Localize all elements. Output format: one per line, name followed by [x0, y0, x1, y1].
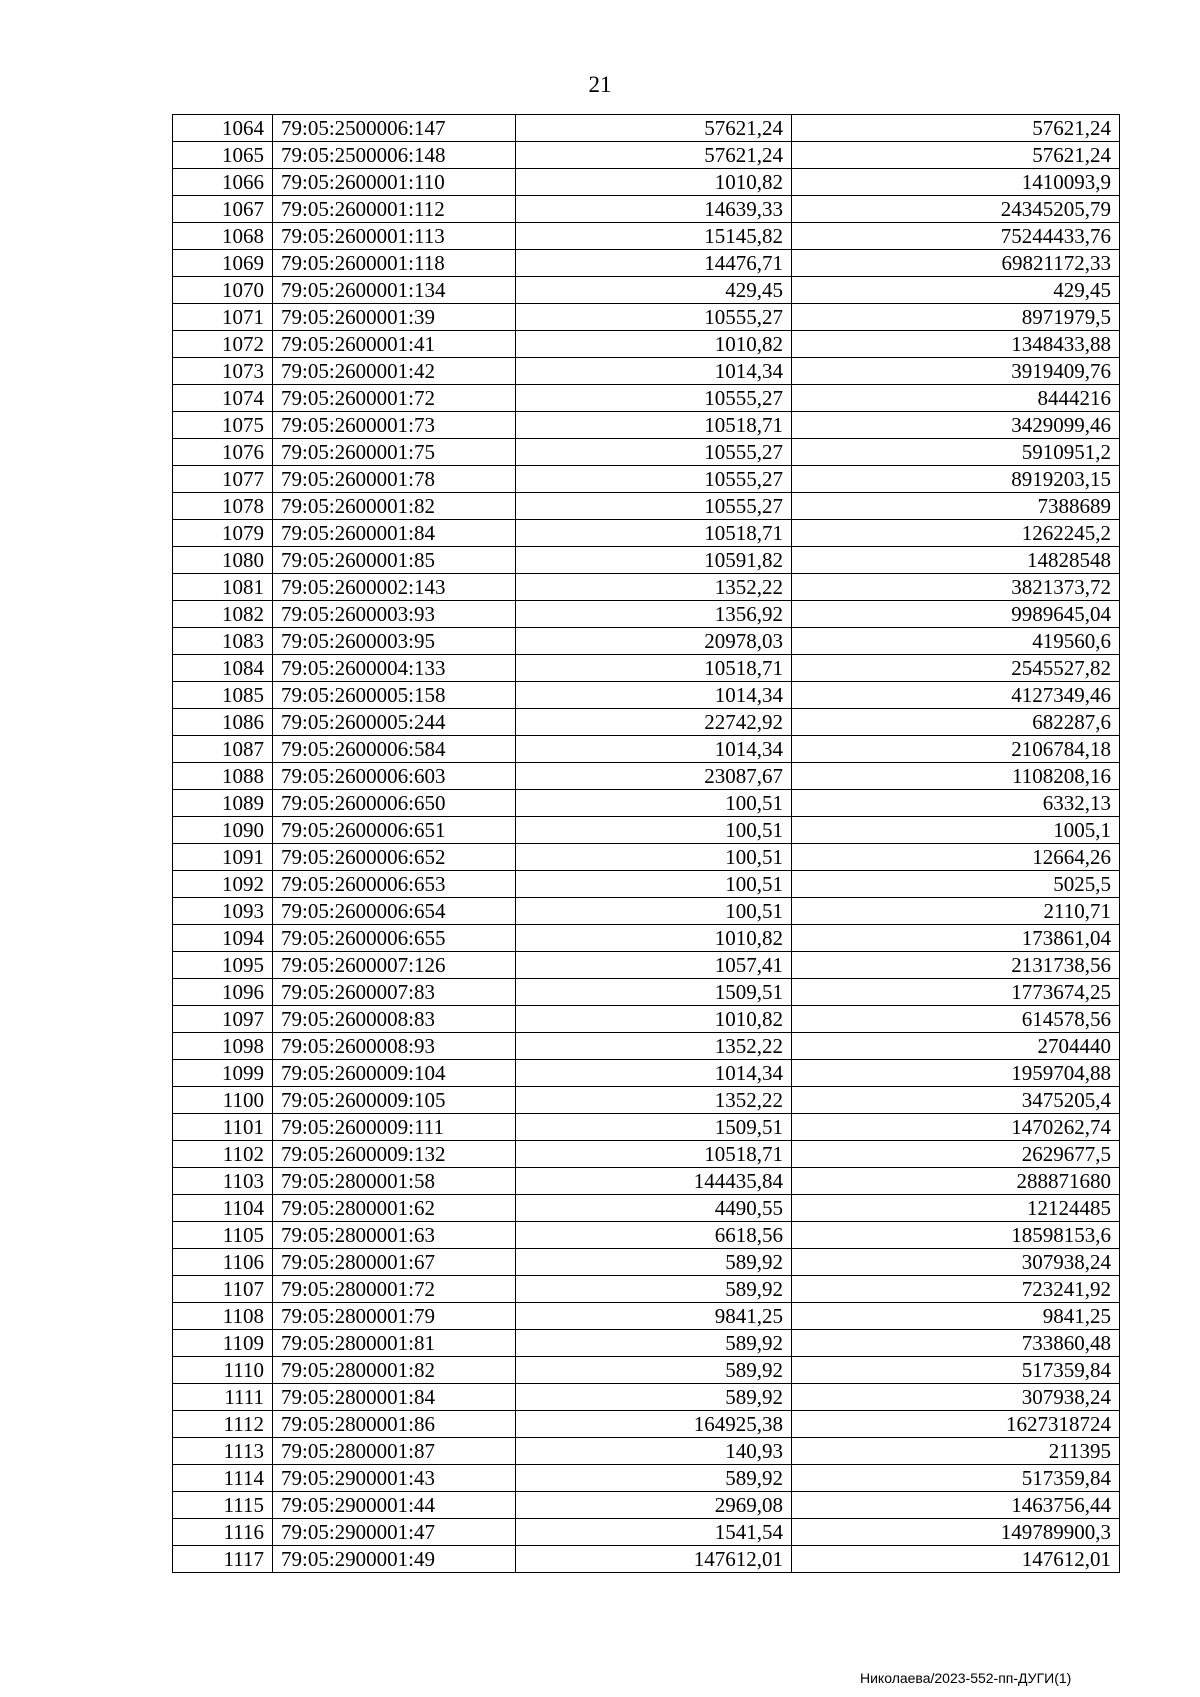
- cadastral-value-cell: 14828548: [792, 547, 1120, 574]
- specific-value-cell: 10518,71: [516, 412, 792, 439]
- cadastral-number-cell: 79:05:2800001:82: [273, 1357, 516, 1384]
- cadastral-value-cell: 57621,24: [792, 142, 1120, 169]
- specific-value-cell: 1014,34: [516, 1060, 792, 1087]
- cadastral-number-cell: 79:05:2600007:83: [273, 979, 516, 1006]
- table-body: [173, 115, 1120, 1573]
- table-row: [173, 1195, 1120, 1222]
- cadastral-value-cell: 1470262,74: [792, 1114, 1120, 1141]
- table-row: [173, 331, 1120, 358]
- table-row: [173, 493, 1120, 520]
- table-row: [173, 1276, 1120, 1303]
- specific-value-cell: 57621,24: [516, 115, 792, 142]
- table-row: [173, 223, 1120, 250]
- cadastral-value-cell: 12664,26: [792, 844, 1120, 871]
- cadastral-value-cell: 1627318724: [792, 1411, 1120, 1438]
- table-row: [173, 1222, 1120, 1249]
- row-number-cell: 1113: [173, 1438, 273, 1465]
- specific-value-cell: 589,92: [516, 1357, 792, 1384]
- cadastral-value-cell: 3475205,4: [792, 1087, 1120, 1114]
- table-row: [173, 547, 1120, 574]
- cadastral-value-cell: 307938,24: [792, 1249, 1120, 1276]
- row-number-cell: 1069: [173, 250, 273, 277]
- table-row: [173, 1330, 1120, 1357]
- row-number-cell: 1065: [173, 142, 273, 169]
- cadastral-value-cell: 288871680: [792, 1168, 1120, 1195]
- cadastral-value-cell: 3919409,76: [792, 358, 1120, 385]
- specific-value-cell: 1010,82: [516, 331, 792, 358]
- row-number-cell: 1068: [173, 223, 273, 250]
- cadastral-number-cell: 79:05:2600009:132: [273, 1141, 516, 1168]
- cadastral-number-cell: 79:05:2600002:143: [273, 574, 516, 601]
- cadastral-number-cell: 79:05:2600001:72: [273, 385, 516, 412]
- cadastral-number-cell: 79:05:2800001:67: [273, 1249, 516, 1276]
- row-number-cell: 1105: [173, 1222, 273, 1249]
- specific-value-cell: 100,51: [516, 898, 792, 925]
- table-row: [173, 1465, 1120, 1492]
- cadastral-value-cell: 1108208,16: [792, 763, 1120, 790]
- row-number-cell: 1106: [173, 1249, 273, 1276]
- cadastral-value-cell: 2704440: [792, 1033, 1120, 1060]
- specific-value-cell: 23087,67: [516, 763, 792, 790]
- cadastral-value-cell: 429,45: [792, 277, 1120, 304]
- row-number-cell: 1102: [173, 1141, 273, 1168]
- specific-value-cell: 10591,82: [516, 547, 792, 574]
- row-number-cell: 1087: [173, 736, 273, 763]
- row-number-cell: 1080: [173, 547, 273, 574]
- table-row: [173, 1141, 1120, 1168]
- cadastral-value-cell: 2106784,18: [792, 736, 1120, 763]
- row-number-cell: 1117: [173, 1546, 273, 1573]
- cadastral-value-cell: 7388689: [792, 493, 1120, 520]
- row-number-cell: 1112: [173, 1411, 273, 1438]
- cadastral-value-cell: 419560,6: [792, 628, 1120, 655]
- table-row: [173, 817, 1120, 844]
- cadastral-value-cell: 1262245,2: [792, 520, 1120, 547]
- row-number-cell: 1071: [173, 304, 273, 331]
- cadastral-value-cell: 3429099,46: [792, 412, 1120, 439]
- row-number-cell: 1101: [173, 1114, 273, 1141]
- table-row: [173, 898, 1120, 925]
- row-number-cell: 1100: [173, 1087, 273, 1114]
- cadastral-number-cell: 79:05:2600003:93: [273, 601, 516, 628]
- specific-value-cell: 1509,51: [516, 1114, 792, 1141]
- cadastral-number-cell: 79:05:2900001:49: [273, 1546, 516, 1573]
- cadastral-value-cell: 69821172,33: [792, 250, 1120, 277]
- cadastral-number-cell: 79:05:2600001:75: [273, 439, 516, 466]
- table-row: [173, 979, 1120, 1006]
- table-row: [173, 1033, 1120, 1060]
- cadastral-value-cell: 4127349,46: [792, 682, 1120, 709]
- cadastral-number-cell: 79:05:2500006:148: [273, 142, 516, 169]
- table-row: [173, 844, 1120, 871]
- cadastral-value-cell: 75244433,76: [792, 223, 1120, 250]
- cadastral-value-table: [172, 114, 1120, 1573]
- table-row: [173, 196, 1120, 223]
- row-number-cell: 1085: [173, 682, 273, 709]
- specific-value-cell: 14639,33: [516, 196, 792, 223]
- table-row: [173, 763, 1120, 790]
- cadastral-number-cell: 79:05:2800001:62: [273, 1195, 516, 1222]
- table-row: [173, 736, 1120, 763]
- specific-value-cell: 4490,55: [516, 1195, 792, 1222]
- specific-value-cell: 1010,82: [516, 925, 792, 952]
- row-number-cell: 1082: [173, 601, 273, 628]
- table-row: [173, 1249, 1120, 1276]
- cadastral-number-cell: 79:05:2900001:47: [273, 1519, 516, 1546]
- specific-value-cell: 1541,54: [516, 1519, 792, 1546]
- cadastral-number-cell: 79:05:2600006:655: [273, 925, 516, 952]
- cadastral-value-cell: 1959704,88: [792, 1060, 1120, 1087]
- table-row: [173, 439, 1120, 466]
- specific-value-cell: 100,51: [516, 844, 792, 871]
- row-number-cell: 1097: [173, 1006, 273, 1033]
- row-number-cell: 1115: [173, 1492, 273, 1519]
- cadastral-number-cell: 79:05:2600006:652: [273, 844, 516, 871]
- cadastral-number-cell: 79:05:2600009:105: [273, 1087, 516, 1114]
- specific-value-cell: 589,92: [516, 1465, 792, 1492]
- table-row: [173, 574, 1120, 601]
- table-row: [173, 1303, 1120, 1330]
- cadastral-value-cell: 8444216: [792, 385, 1120, 412]
- table-row: [173, 385, 1120, 412]
- table-row: [173, 790, 1120, 817]
- cadastral-value-cell: 8919203,15: [792, 466, 1120, 493]
- cadastral-number-cell: 79:05:2600001:113: [273, 223, 516, 250]
- table-row: [173, 925, 1120, 952]
- cadastral-number-cell: 79:05:2800001:72: [273, 1276, 516, 1303]
- row-number-cell: 1088: [173, 763, 273, 790]
- cadastral-number-cell: 79:05:2600001:118: [273, 250, 516, 277]
- cadastral-value-cell: 3821373,72: [792, 574, 1120, 601]
- table-row: [173, 1168, 1120, 1195]
- cadastral-number-cell: 79:05:2800001:58: [273, 1168, 516, 1195]
- row-number-cell: 1109: [173, 1330, 273, 1357]
- specific-value-cell: 1010,82: [516, 1006, 792, 1033]
- table-row: [173, 1492, 1120, 1519]
- table-row: [173, 412, 1120, 439]
- specific-value-cell: 10555,27: [516, 439, 792, 466]
- row-number-cell: 1081: [173, 574, 273, 601]
- row-number-cell: 1084: [173, 655, 273, 682]
- cadastral-value-cell: 2545527,82: [792, 655, 1120, 682]
- row-number-cell: 1094: [173, 925, 273, 952]
- cadastral-number-cell: 79:05:2600001:73: [273, 412, 516, 439]
- cadastral-value-cell: 18598153,6: [792, 1222, 1120, 1249]
- table-row: [173, 1060, 1120, 1087]
- cadastral-number-cell: 79:05:2600008:83: [273, 1006, 516, 1033]
- specific-value-cell: 1010,82: [516, 169, 792, 196]
- table-row: [173, 277, 1120, 304]
- specific-value-cell: 164925,38: [516, 1411, 792, 1438]
- specific-value-cell: 589,92: [516, 1249, 792, 1276]
- cadastral-number-cell: 79:05:2600003:95: [273, 628, 516, 655]
- specific-value-cell: 14476,71: [516, 250, 792, 277]
- specific-value-cell: 100,51: [516, 871, 792, 898]
- table-row: [173, 466, 1120, 493]
- table-row: [173, 115, 1120, 142]
- table-row: [173, 520, 1120, 547]
- table-row: [173, 871, 1120, 898]
- row-number-cell: 1111: [173, 1384, 273, 1411]
- cadastral-number-cell: 79:05:2600001:110: [273, 169, 516, 196]
- cadastral-number-cell: 79:05:2600001:84: [273, 520, 516, 547]
- cadastral-value-cell: 12124485: [792, 1195, 1120, 1222]
- cadastral-number-cell: 79:05:2500006:147: [273, 115, 516, 142]
- table-row: [173, 1384, 1120, 1411]
- cadastral-value-cell: 1348433,88: [792, 331, 1120, 358]
- cadastral-number-cell: 79:05:2600001:78: [273, 466, 516, 493]
- cadastral-value-cell: 9841,25: [792, 1303, 1120, 1330]
- row-number-cell: 1075: [173, 412, 273, 439]
- specific-value-cell: 10555,27: [516, 304, 792, 331]
- table-row: [173, 169, 1120, 196]
- specific-value-cell: 9841,25: [516, 1303, 792, 1330]
- cadastral-number-cell: 79:05:2600004:133: [273, 655, 516, 682]
- cadastral-number-cell: 79:05:2900001:44: [273, 1492, 516, 1519]
- cadastral-number-cell: 79:05:2600001:112: [273, 196, 516, 223]
- row-number-cell: 1072: [173, 331, 273, 358]
- specific-value-cell: 1352,22: [516, 574, 792, 601]
- table-row: [173, 358, 1120, 385]
- cadastral-value-cell: 1773674,25: [792, 979, 1120, 1006]
- cadastral-number-cell: 79:05:2600001:85: [273, 547, 516, 574]
- cadastral-value-cell: 211395: [792, 1438, 1120, 1465]
- cadastral-value-cell: 307938,24: [792, 1384, 1120, 1411]
- specific-value-cell: 100,51: [516, 790, 792, 817]
- cadastral-number-cell: 79:05:2600006:653: [273, 871, 516, 898]
- table-row: [173, 250, 1120, 277]
- specific-value-cell: 429,45: [516, 277, 792, 304]
- cadastral-number-cell: 79:05:2800001:84: [273, 1384, 516, 1411]
- row-number-cell: 1103: [173, 1168, 273, 1195]
- cadastral-value-cell: 9989645,04: [792, 601, 1120, 628]
- row-number-cell: 1077: [173, 466, 273, 493]
- cadastral-number-cell: 79:05:2600006:584: [273, 736, 516, 763]
- specific-value-cell: 6618,56: [516, 1222, 792, 1249]
- row-number-cell: 1107: [173, 1276, 273, 1303]
- cadastral-value-cell: 24345205,79: [792, 196, 1120, 223]
- cadastral-value-cell: 173861,04: [792, 925, 1120, 952]
- specific-value-cell: 1352,22: [516, 1033, 792, 1060]
- cadastral-number-cell: 79:05:2600006:651: [273, 817, 516, 844]
- specific-value-cell: 15145,82: [516, 223, 792, 250]
- specific-value-cell: 147612,01: [516, 1546, 792, 1573]
- specific-value-cell: 10518,71: [516, 520, 792, 547]
- row-number-cell: 1098: [173, 1033, 273, 1060]
- table-row: [173, 628, 1120, 655]
- specific-value-cell: 22742,92: [516, 709, 792, 736]
- page-number: 21: [588, 72, 612, 97]
- cadastral-value-cell: 5025,5: [792, 871, 1120, 898]
- row-number-cell: 1091: [173, 844, 273, 871]
- cadastral-number-cell: 79:05:2600001:134: [273, 277, 516, 304]
- specific-value-cell: 20978,03: [516, 628, 792, 655]
- specific-value-cell: 589,92: [516, 1330, 792, 1357]
- cadastral-value-cell: 682287,6: [792, 709, 1120, 736]
- row-number-cell: 1104: [173, 1195, 273, 1222]
- row-number-cell: 1076: [173, 439, 273, 466]
- cadastral-value-cell: 1463756,44: [792, 1492, 1120, 1519]
- table-row: [173, 601, 1120, 628]
- specific-value-cell: 1014,34: [516, 358, 792, 385]
- cadastral-number-cell: 79:05:2900001:43: [273, 1465, 516, 1492]
- row-number-cell: 1078: [173, 493, 273, 520]
- cadastral-value-cell: 147612,01: [792, 1546, 1120, 1573]
- specific-value-cell: 1352,22: [516, 1087, 792, 1114]
- cadastral-value-cell: 8971979,5: [792, 304, 1120, 331]
- cadastral-value-cell: 517359,84: [792, 1465, 1120, 1492]
- cadastral-number-cell: 79:05:2800001:79: [273, 1303, 516, 1330]
- row-number-cell: 1086: [173, 709, 273, 736]
- row-number-cell: 1110: [173, 1357, 273, 1384]
- row-number-cell: 1116: [173, 1519, 273, 1546]
- row-number-cell: 1073: [173, 358, 273, 385]
- specific-value-cell: 140,93: [516, 1438, 792, 1465]
- specific-value-cell: 589,92: [516, 1384, 792, 1411]
- specific-value-cell: 589,92: [516, 1276, 792, 1303]
- specific-value-cell: 1057,41: [516, 952, 792, 979]
- cadastral-value-cell: 1410093,9: [792, 169, 1120, 196]
- table-row: [173, 952, 1120, 979]
- cadastral-number-cell: 79:05:2800001:81: [273, 1330, 516, 1357]
- row-number-cell: 1074: [173, 385, 273, 412]
- table-row: [173, 1087, 1120, 1114]
- cadastral-value-cell: 6332,13: [792, 790, 1120, 817]
- cadastral-value-cell: 723241,92: [792, 1276, 1120, 1303]
- cadastral-number-cell: 79:05:2600001:39: [273, 304, 516, 331]
- cadastral-number-cell: 79:05:2600001:42: [273, 358, 516, 385]
- row-number-cell: 1092: [173, 871, 273, 898]
- specific-value-cell: 144435,84: [516, 1168, 792, 1195]
- row-number-cell: 1108: [173, 1303, 273, 1330]
- table-row: [173, 1519, 1120, 1546]
- table-row: [173, 1357, 1120, 1384]
- cadastral-number-cell: 79:05:2600006:603: [273, 763, 516, 790]
- row-number-cell: 1079: [173, 520, 273, 547]
- cadastral-number-cell: 79:05:2800001:87: [273, 1438, 516, 1465]
- table-row: [173, 304, 1120, 331]
- specific-value-cell: 1014,34: [516, 682, 792, 709]
- cadastral-number-cell: 79:05:2800001:86: [273, 1411, 516, 1438]
- cadastral-number-cell: 79:05:2800001:63: [273, 1222, 516, 1249]
- row-number-cell: 1083: [173, 628, 273, 655]
- table-row: [173, 142, 1120, 169]
- row-number-cell: 1070: [173, 277, 273, 304]
- table-row: [173, 709, 1120, 736]
- specific-value-cell: 10555,27: [516, 466, 792, 493]
- cadastral-number-cell: 79:05:2600006:650: [273, 790, 516, 817]
- row-number-cell: 1066: [173, 169, 273, 196]
- table-row: [173, 1438, 1120, 1465]
- cadastral-value-cell: 5910951,2: [792, 439, 1120, 466]
- specific-value-cell: 1356,92: [516, 601, 792, 628]
- specific-value-cell: 10555,27: [516, 493, 792, 520]
- specific-value-cell: 57621,24: [516, 142, 792, 169]
- cadastral-number-cell: 79:05:2600007:126: [273, 952, 516, 979]
- table-row: [173, 682, 1120, 709]
- cadastral-value-cell: 1005,1: [792, 817, 1120, 844]
- cadastral-number-cell: 79:05:2600006:654: [273, 898, 516, 925]
- cadastral-value-cell: 517359,84: [792, 1357, 1120, 1384]
- cadastral-value-cell: 2629677,5: [792, 1141, 1120, 1168]
- row-number-cell: 1095: [173, 952, 273, 979]
- table-row: [173, 655, 1120, 682]
- table-row: [173, 1114, 1120, 1141]
- table-row: [173, 1411, 1120, 1438]
- cadastral-value-cell: 149789900,3: [792, 1519, 1120, 1546]
- row-number-cell: 1114: [173, 1465, 273, 1492]
- cadastral-number-cell: 79:05:2600001:82: [273, 493, 516, 520]
- cadastral-value-cell: 614578,56: [792, 1006, 1120, 1033]
- specific-value-cell: 10555,27: [516, 385, 792, 412]
- row-number-cell: 1089: [173, 790, 273, 817]
- cadastral-number-cell: 79:05:2600009:111: [273, 1114, 516, 1141]
- cadastral-number-cell: 79:05:2600008:93: [273, 1033, 516, 1060]
- specific-value-cell: 1014,34: [516, 736, 792, 763]
- row-number-cell: 1099: [173, 1060, 273, 1087]
- document-footer-code: Николаева/2023-552-пп-ДУГИ(1): [860, 1670, 1072, 1686]
- specific-value-cell: 1509,51: [516, 979, 792, 1006]
- row-number-cell: 1067: [173, 196, 273, 223]
- row-number-cell: 1093: [173, 898, 273, 925]
- cadastral-value-cell: 57621,24: [792, 115, 1120, 142]
- row-number-cell: 1090: [173, 817, 273, 844]
- specific-value-cell: 100,51: [516, 817, 792, 844]
- cadastral-number-cell: 79:05:2600001:41: [273, 331, 516, 358]
- table-row: [173, 1546, 1120, 1573]
- row-number-cell: 1096: [173, 979, 273, 1006]
- cadastral-value-cell: 2110,71: [792, 898, 1120, 925]
- table-row: [173, 1006, 1120, 1033]
- specific-value-cell: 10518,71: [516, 655, 792, 682]
- cadastral-number-cell: 79:05:2600005:244: [273, 709, 516, 736]
- specific-value-cell: 10518,71: [516, 1141, 792, 1168]
- cadastral-value-cell: 2131738,56: [792, 952, 1120, 979]
- cadastral-value-cell: 733860,48: [792, 1330, 1120, 1357]
- cadastral-number-cell: 79:05:2600005:158: [273, 682, 516, 709]
- row-number-cell: 1064: [173, 115, 273, 142]
- specific-value-cell: 2969,08: [516, 1492, 792, 1519]
- cadastral-number-cell: 79:05:2600009:104: [273, 1060, 516, 1087]
